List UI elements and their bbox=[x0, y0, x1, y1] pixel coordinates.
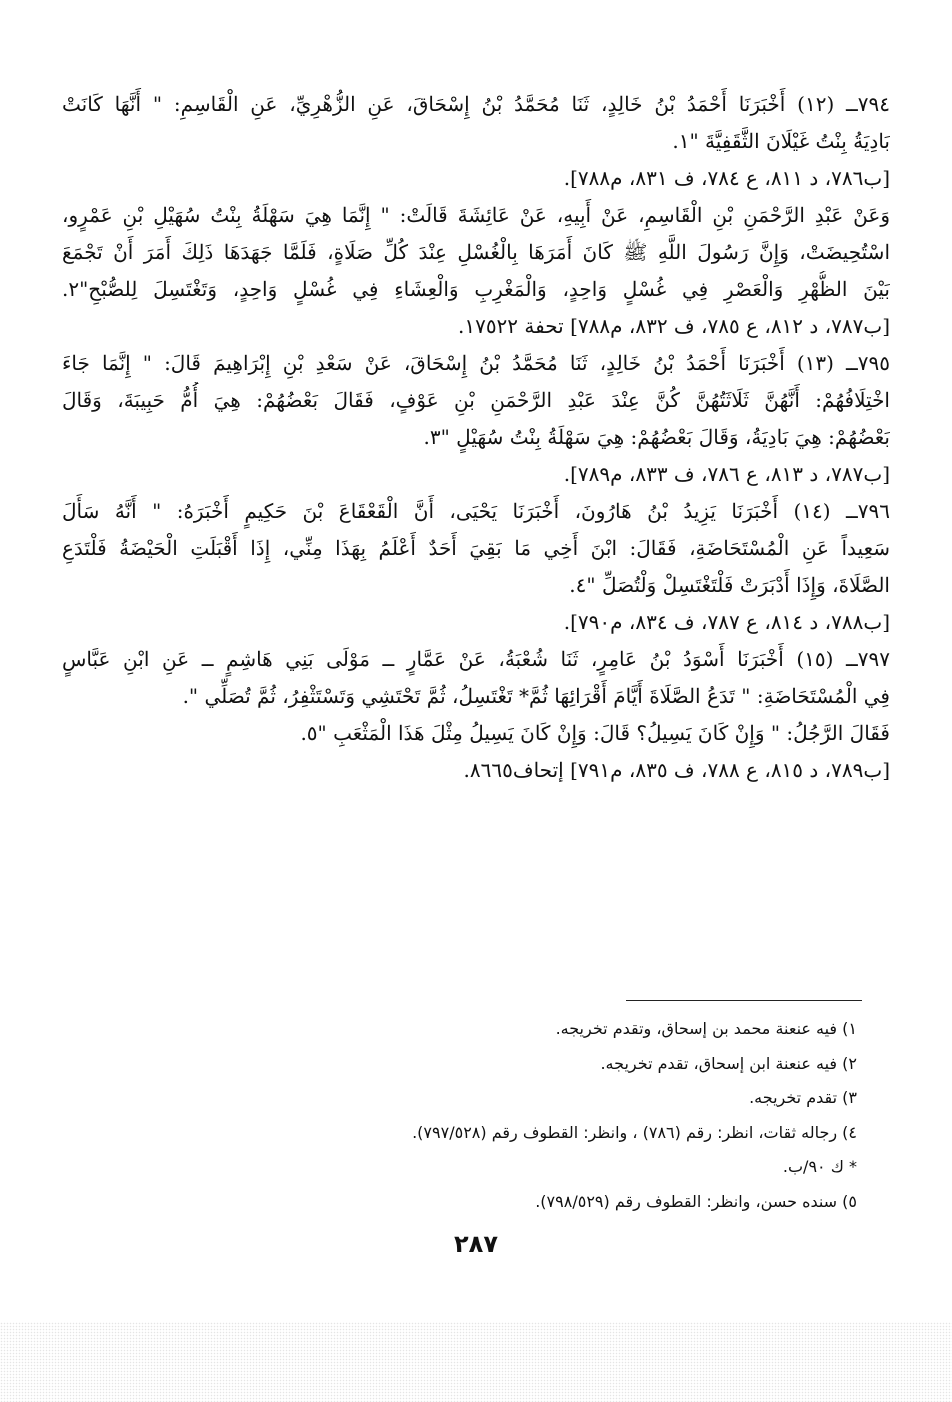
scan-noise bbox=[0, 1322, 952, 1402]
aisha-narration-line-3: بَيْنَ الظُّهْرِ وَالْعَصْرِ فِي غُسْلٍ وَاحِدٍ، وَالْمَغْرِبِ وَالْعِشَاءِ فِي غُسْلٍ وَاحِدٍ، وَتَغْتَسِلَ لِلصُّبْحِ"٢. bbox=[62, 277, 890, 301]
hadith-794-reference: [ب٧٨٦، د ٨١١، ع ٧٨٤، ف ٨٣١، م٧٨٨]. bbox=[563, 166, 890, 190]
hadith-794-line-1: ٧٩٤ــ (١٢) أَخْبَرَنَا أَحْمَدُ بْنُ خَالِدٍ، ثَنَا مُحَمَّدُ بْنُ إِسْحَاقَ، عَنِ الزُّهْرِيِّ، عَنِ الْقَاسِمِ: " أَنَّهَا كَانَتْ bbox=[62, 92, 890, 116]
hadith-795-line-1: ٧٩٥ــ (١٣) أَخْبَرَنَا أَحْمَدُ بْنُ خَالِدٍ، ثَنَا مُحَمَّدُ بْنُ إِسْحَاقَ، عَنْ سَعْدِ بْنِ إِبْرَاهِيمَ قَالَ: " إِنَّمَا جَاءَ bbox=[62, 351, 890, 375]
hadith-796-line-1: ٧٩٦ــ (١٤) أَخْبَرَنَا يَزِيدُ بْنُ هَارُونَ، أَخْبَرَنَا يَحْيَى، أَنَّ الْقَعْقَاعَ بْنَ حَكِيمٍ أَخْبَرَهُ: " أَنَّهُ سَأَلَ bbox=[62, 499, 890, 523]
hadith-797-line-3: فَقَالَ الرَّجُلُ: " وَإِنْ كَانَ يَسِيلُ؟ قَالَ: وَإِنْ كَانَ يَسِيلُ مِثْلَ هَذَا الْمَثْعَبِ "٥. bbox=[300, 721, 890, 745]
hadith-796-line-3: الصَّلَاةَ، وَإِذَا أَدْبَرَتْ فَلْتَغْتَسِلْ وَلْتُصَلِّ "٤. bbox=[569, 573, 890, 597]
hadith-796-line-2: سَعِيداً عَنِ الْمُسْتَحَاضَةِ، فَقَالَ: ابْنَ أَخِي مَا بَقِيَ أَحَدٌ أَعْلَمُ بِهَذَا مِنِّي، إِذَا أَقْبَلَتِ الْحَيْضَةُ فَلْتَدَعِ bbox=[62, 536, 890, 560]
hadith-795-line-3: بَعْضُهُمْ: هِيَ بَادِيَةُ، وَقَالَ بَعْضُهُمْ: هِيَ سَهْلَةُ بِنْتُ سُهَيْلٍ "٣. bbox=[423, 425, 890, 449]
footnote-divider bbox=[626, 1000, 862, 1001]
hadith-796-reference: [ب٧٨٨، د ٨١٤، ع ٧٨٧، ف ٨٣٤، م٧٩٠]. bbox=[563, 610, 890, 634]
aisha-narration-line-2: اسْتُحِيضَتْ، وَإِنَّ رَسُولَ اللَّهِ ﷺ كَانَ أَمَرَهَا بِالْغُسْلِ عِنْدَ كُلِّ صَلَاةٍ، فَلَمَّا جَهَدَهَا ذَلِكَ أَمَرَ أَنْ تَجْمَعَ bbox=[62, 240, 890, 264]
page-number: ٢٨٧ bbox=[454, 1230, 498, 1258]
hadith-795-line-2: اخْتِلَافُهُمْ: أَنَّهُنَّ ثَلَاثَتُهُنَّ كُنَّ عِنْدَ عَبْدِ الرَّحْمَنِ بْنِ عَوْفٍ، فَقَالَ بَعْضُهُمْ: هِيَ أُمُّ حَبِيبَةَ، وَقَالَ bbox=[62, 388, 890, 412]
footnote-5: ٥) سنده حسن، وانظر: القطوف رقم (٧٩٨/٥٢٩). bbox=[535, 1191, 857, 1211]
main-text bbox=[62, 86, 890, 789]
hadith-797-reference: [ب٧٨٩، د ٨١٥، ع ٧٨٨، ف ٨٣٥، م٧٩١] إتحاف٨٦٦٥. bbox=[463, 758, 890, 782]
aisha-narration-reference: [ب٧٨٧، د ٨١٢، ع ٧٨٥، ف ٨٣٢، م٧٨٨] تحفة ١٧٥٢٢. bbox=[457, 314, 890, 338]
hadith-797-line-1: ٧٩٧ــ (١٥) أَخْبَرَنَا أَسْوَدُ بْنُ عَامِرٍ، ثَنَا شُعْبَةُ، عَنْ عَمَّارٍ ــ مَوْلَى بَنِي هَاشِمٍ ــ عَنِ ابْنِ عَبَّاسٍ bbox=[62, 647, 890, 671]
footnote-4: ٤) رجاله ثقات، انظر: رقم (٧٨٦) ، وانظر: القطوف رقم (٧٩٧/٥٢٨). bbox=[412, 1122, 857, 1142]
hadith-795-reference: [ب٧٨٧، د ٨١٣، ع ٧٨٦، ف ٨٣٣، م٧٨٩]. bbox=[563, 462, 890, 486]
hadith-794-line-2: بَادِيَةُ بِنْتُ غَيْلَانَ الثَّقَفِيَّةَ "١. bbox=[672, 129, 890, 153]
footnotes bbox=[217, 1012, 857, 1219]
footnote-2: ٢) فيه عنعنة ابن إسحاق، تقدم تخريجه. bbox=[600, 1053, 857, 1073]
footnote-3: ٣) تقدم تخريجه. bbox=[749, 1088, 857, 1107]
hadith-797-line-2: فِي الْمُسْتَحَاضَةِ: " تَدَعُ الصَّلَاةَ أَيَّامَ أَقْرَائِهَا ثُمَّ* تَغْتَسِلُ، ثُمَّ تَحْتَشِي وَتَسْتَثْفِرُ، ثُمَّ تُصَلِّي ". bbox=[182, 684, 890, 708]
footnote-manuscript-marker: * ك ٩٠/ب. bbox=[782, 1157, 857, 1176]
aisha-narration-line-1: وَعَنْ عَبْدِ الرَّحْمَنِ بْنِ الْقَاسِمِ، عَنْ أَبِيهِ، عَنْ عَائِشَةَ قَالَتْ: " إِنَّمَا هِيَ سَهْلَةُ بِنْتُ سُهَيْلِ بْنِ عَمْرٍو، bbox=[62, 203, 890, 227]
footnote-1: ١) فيه عنعنة محمد بن إسحاق، وتقدم تخريجه. bbox=[555, 1019, 857, 1038]
